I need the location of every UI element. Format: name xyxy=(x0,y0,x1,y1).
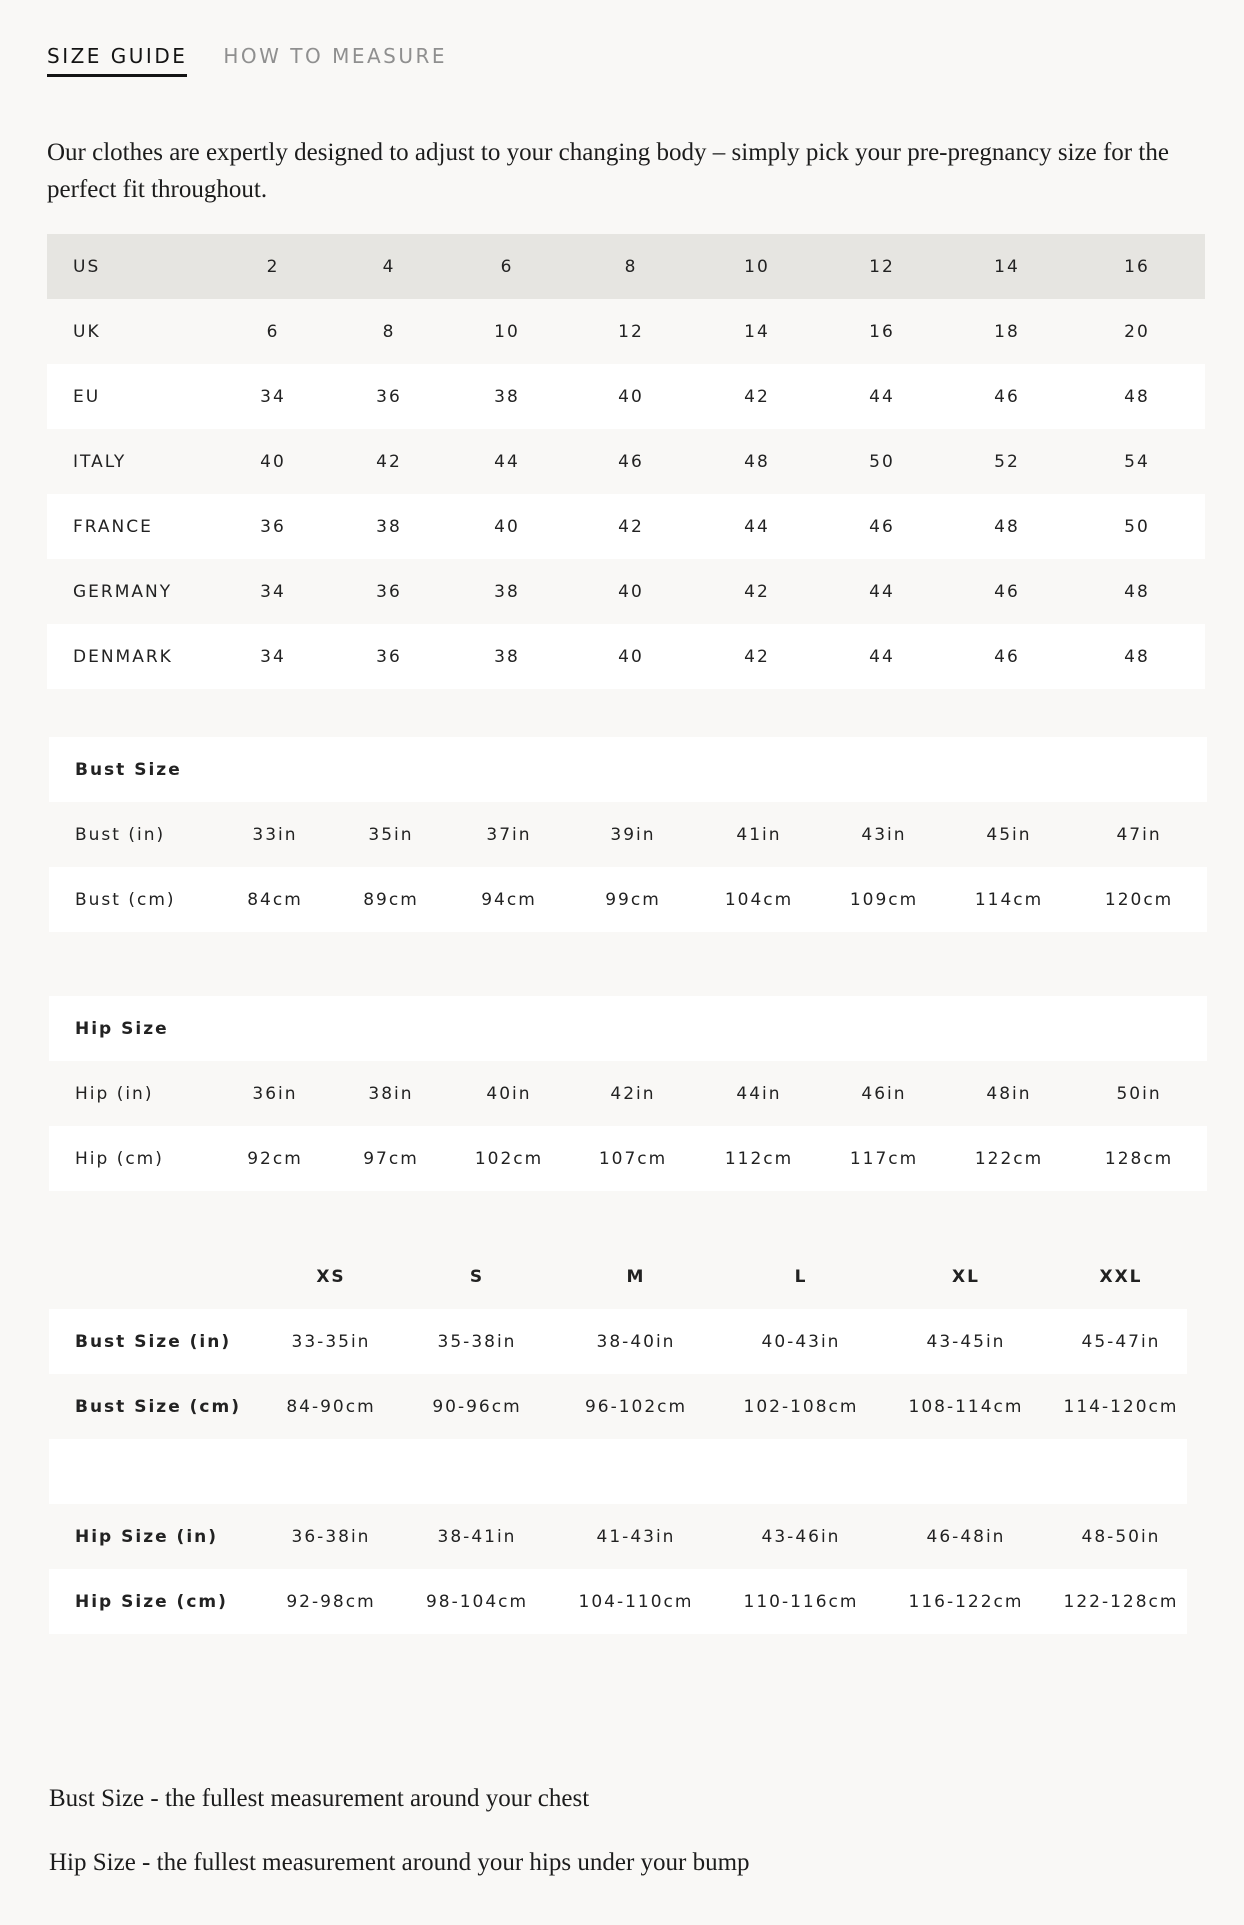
table-cell: 89cm xyxy=(333,867,449,932)
table-cell: 46 xyxy=(994,581,1020,602)
table-cell: 38 xyxy=(494,581,520,602)
table-row xyxy=(47,494,1205,559)
table-cell: 6 xyxy=(266,321,280,342)
table-cell: 44 xyxy=(819,624,945,689)
table-cell: 33-35in xyxy=(255,1309,407,1374)
table-cell: 8 xyxy=(382,321,396,342)
spacer-cell xyxy=(49,1439,1187,1504)
table-row xyxy=(49,1309,1187,1374)
table-cell: 40 xyxy=(567,624,695,689)
table-cell: 40 xyxy=(260,451,286,472)
table-cell: 44 xyxy=(869,581,895,602)
table-cell: 52 xyxy=(994,451,1020,472)
table-cell: 14 xyxy=(744,321,770,342)
row-label: FRANCE xyxy=(47,494,215,559)
row-label: Hip Size (cm) xyxy=(49,1569,255,1634)
header-blank-cell xyxy=(49,1244,255,1309)
table-row xyxy=(49,1374,1187,1439)
table-cell: 40-43in xyxy=(725,1309,877,1374)
table-cell: 47in xyxy=(1116,824,1162,845)
table-cell: 38in xyxy=(368,1083,414,1104)
row-label: Hip Size (in) xyxy=(75,1526,219,1547)
table-cell: 40 xyxy=(567,364,695,429)
table-cell: 36 xyxy=(215,494,331,559)
table-cell: 48 xyxy=(744,451,770,472)
table-row xyxy=(47,624,1205,689)
table-cell: 42in xyxy=(610,1083,656,1104)
table-cell: 8 xyxy=(567,234,695,299)
tab-size-guide[interactable]: SIZE GUIDE xyxy=(47,44,187,77)
table-cell: 36 xyxy=(331,624,447,689)
table-cell: 109cm xyxy=(821,867,947,932)
table-cell: 14 xyxy=(945,234,1069,299)
table-cell: 46 xyxy=(618,451,644,472)
table-cell: 45-47in xyxy=(1055,1309,1187,1374)
table-cell: 33in xyxy=(252,824,298,845)
table-cell: 46 xyxy=(945,364,1069,429)
table-cell: 34 xyxy=(260,581,286,602)
table-cell: 42 xyxy=(744,581,770,602)
tab-how-to-measure[interactable]: HOW TO MEASURE xyxy=(223,44,448,68)
row-label: EU xyxy=(47,364,215,429)
table-row xyxy=(49,1061,1207,1126)
table-cell: 114-120cm xyxy=(1063,1396,1179,1417)
table-cell: 97cm xyxy=(333,1126,449,1191)
table-cell: 40 xyxy=(447,494,567,559)
table-cell: 96-102cm xyxy=(584,1396,688,1417)
table-cell: 16 xyxy=(1069,234,1205,299)
table-cell: 35-38in xyxy=(407,1309,547,1374)
table-row xyxy=(47,364,1205,429)
table-cell: 12 xyxy=(819,234,945,299)
table-cell: 107cm xyxy=(569,1126,697,1191)
size-header: M xyxy=(626,1266,646,1287)
row-label: Bust (cm) xyxy=(49,867,217,932)
table-cell: 4 xyxy=(331,234,447,299)
row-label: Bust Size (cm) xyxy=(75,1396,241,1417)
table-cell: 54 xyxy=(1124,451,1150,472)
table-cell: 92-98cm xyxy=(255,1569,407,1634)
table-cell: 48-50in xyxy=(1081,1526,1161,1547)
table-cell: 98-104cm xyxy=(407,1569,547,1634)
table-row xyxy=(49,867,1207,932)
row-label: Hip (cm) xyxy=(49,1126,217,1191)
table-cell: 50in xyxy=(1116,1083,1162,1104)
table-cell: 6 xyxy=(447,234,567,299)
table-cell: 36-38in xyxy=(291,1526,371,1547)
table-cell: 2 xyxy=(215,234,331,299)
row-label: US xyxy=(47,234,215,299)
table-cell: 116-122cm xyxy=(877,1569,1055,1634)
spacer-row xyxy=(49,1439,1187,1504)
table-cell: 43in xyxy=(861,824,907,845)
hip-size-note: Hip Size - the fullest measurement around your hips under your bump xyxy=(49,1849,750,1876)
tab-bar xyxy=(47,44,447,77)
row-label: Bust Size (in) xyxy=(49,1309,255,1374)
size-header: S xyxy=(469,1266,485,1287)
size-header: XXL xyxy=(1099,1266,1143,1287)
table-cell: 46 xyxy=(819,494,945,559)
table-cell: 114cm xyxy=(947,867,1071,932)
table-cell: 90-96cm xyxy=(432,1396,522,1417)
table-cell: 94cm xyxy=(449,867,569,932)
table-cell: 42 xyxy=(376,451,402,472)
table-cell: 42 xyxy=(695,624,819,689)
size-header: L xyxy=(794,1266,808,1287)
row-label: UK xyxy=(73,321,101,342)
table-cell: 84cm xyxy=(217,867,333,932)
row-label: Bust (in) xyxy=(75,824,166,845)
table-cell: 104cm xyxy=(697,867,821,932)
table-cell: 122-128cm xyxy=(1055,1569,1187,1634)
table-cell: 46in xyxy=(861,1083,907,1104)
table-cell: 41in xyxy=(736,824,782,845)
table-cell: 43-46in xyxy=(761,1526,841,1547)
table-cell: 108-114cm xyxy=(908,1396,1024,1417)
size-header: XS xyxy=(316,1266,346,1287)
letter-size-table xyxy=(49,1244,1187,1634)
row-label: ITALY xyxy=(73,451,127,472)
row-label: GERMANY xyxy=(73,581,173,602)
table-cell: 34 xyxy=(215,364,331,429)
table-row xyxy=(49,1504,1187,1569)
table-cell: 92cm xyxy=(217,1126,333,1191)
table-row xyxy=(49,1126,1207,1191)
table-cell: 38-40in xyxy=(547,1309,725,1374)
table-cell: 38 xyxy=(447,364,567,429)
table-cell: 46 xyxy=(945,624,1069,689)
table-cell: 46-48in xyxy=(926,1526,1006,1547)
table-cell: 104-110cm xyxy=(547,1569,725,1634)
table-cell: 50 xyxy=(869,451,895,472)
table-row xyxy=(47,559,1205,624)
table-row xyxy=(47,429,1205,494)
table-cell: 120cm xyxy=(1071,867,1207,932)
intro-text: Our clothes are expertly designed to adjust to your changing body – simply pick your pre-pregnancy size for the perfect fit throughout. xyxy=(47,139,1169,203)
table-cell: 18 xyxy=(994,321,1020,342)
table-cell: 84-90cm xyxy=(286,1396,376,1417)
table-cell: 50 xyxy=(1069,494,1205,559)
table-cell: 20 xyxy=(1124,321,1150,342)
table-cell: 122cm xyxy=(947,1126,1071,1191)
table-cell: 48in xyxy=(986,1083,1032,1104)
table-cell: 36 xyxy=(331,364,447,429)
row-label: Hip (in) xyxy=(75,1083,154,1104)
table-row xyxy=(49,996,1207,1061)
table-row xyxy=(47,234,1205,299)
row-label: DENMARK xyxy=(47,624,215,689)
table-cell: 48 xyxy=(1069,624,1205,689)
table-cell: 38 xyxy=(447,624,567,689)
size-conversion-table xyxy=(47,234,1205,689)
table-cell: 41-43in xyxy=(596,1526,676,1547)
table-cell: 40 xyxy=(618,581,644,602)
table-cell: 38-41in xyxy=(437,1526,517,1547)
table-row xyxy=(49,1569,1187,1634)
size-header: XL xyxy=(952,1266,980,1287)
table-cell: 38 xyxy=(331,494,447,559)
table-cell: 43-45in xyxy=(877,1309,1055,1374)
table-cell: 42 xyxy=(567,494,695,559)
table-cell: 44 xyxy=(494,451,520,472)
table-cell: 110-116cm xyxy=(725,1569,877,1634)
table-cell: 16 xyxy=(869,321,895,342)
hip-size-table xyxy=(49,996,1207,1191)
table-cell: 40in xyxy=(486,1083,532,1104)
table-cell: 99cm xyxy=(569,867,697,932)
table-row xyxy=(49,802,1207,867)
table-cell: 117cm xyxy=(821,1126,947,1191)
table-cell: 36 xyxy=(376,581,402,602)
table-cell: 10 xyxy=(695,234,819,299)
table-cell: 102-108cm xyxy=(743,1396,859,1417)
table-cell: 36in xyxy=(252,1083,298,1104)
table-cell: 48 xyxy=(945,494,1069,559)
table-cell: 39in xyxy=(610,824,656,845)
bust-size-heading: Bust Size xyxy=(49,737,1207,802)
table-cell: 35in xyxy=(368,824,414,845)
table-cell: 10 xyxy=(494,321,520,342)
table-cell: 128cm xyxy=(1071,1126,1207,1191)
table-cell: 44 xyxy=(695,494,819,559)
table-cell: 37in xyxy=(486,824,532,845)
table-cell: 102cm xyxy=(449,1126,569,1191)
table-row xyxy=(49,737,1207,802)
table-cell: 44 xyxy=(819,364,945,429)
table-row xyxy=(47,299,1205,364)
table-cell: 42 xyxy=(695,364,819,429)
bust-size-note: Bust Size - the fullest measurement around your chest xyxy=(49,1785,590,1812)
table-cell: 34 xyxy=(215,624,331,689)
table-cell: 45in xyxy=(986,824,1032,845)
table-header-row xyxy=(49,1244,1187,1309)
table-cell: 48 xyxy=(1124,581,1150,602)
table-cell: 12 xyxy=(618,321,644,342)
hip-size-heading: Hip Size xyxy=(49,996,1207,1061)
table-cell: 112cm xyxy=(697,1126,821,1191)
table-cell: 44in xyxy=(736,1083,782,1104)
bust-size-table xyxy=(49,737,1207,932)
table-cell: 48 xyxy=(1069,364,1205,429)
